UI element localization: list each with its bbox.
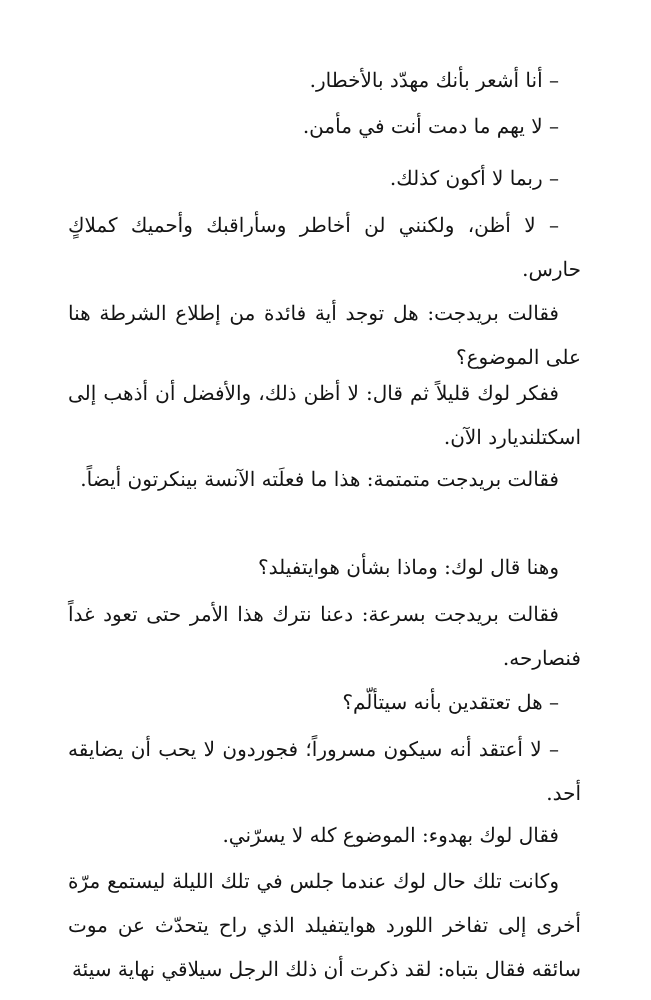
paragraph: ففكر لوك قليلاً ثم قال: لا أظن ذلك، والأفضل أن أذهب إلى اسكتلنديارد الآن.: [68, 381, 581, 449]
paragraph: فقالت بريدجت متمتمة: هذا ما فعلَته الآنسة بينكرتون أيضاً.: [80, 467, 559, 491]
paragraph: – ربما لا أكون كذلك.: [389, 166, 559, 190]
paragraph: وكانت تلك حال لوك عندما جلس في تلك الليلة ليستمع مرّة أخرى إلى تفاخر اللورد هوايتفيلد الذي راح يتحدّث عن موت سائقه فقال بتباه: لقد ذكرت أن ذلك الرجل سيلاقي نهاية سيئة: [68, 869, 581, 981]
paragraph: – لا أظن، ولكنني لن أخاطر وسأراقبك وأحميك كملاكٍ حارس.: [68, 213, 581, 281]
paragraph: – لا يهم ما دمت أنت في مأمن.: [302, 114, 559, 138]
paragraph: – أنا أشعر بأنك مهدّد بالأخطار.: [309, 68, 559, 92]
paragraph: فقال لوك بهدوء: الموضوع كله لا يسرّني.: [222, 823, 559, 847]
paragraph: – هل تعتقدين بأنه سيتألّم؟: [342, 690, 559, 714]
paragraph: وهنا قال لوك: وماذا بشأن هوايتفيلد؟: [258, 555, 559, 579]
paragraph: – لا أعتقد أنه سيكون مسروراً؛ فجوردون لا يحب أن يضايقه أحد.: [68, 737, 581, 805]
paragraph: فقالت بريدجت: هل توجد أية فائدة من إطلاع الشرطة هنا على الموضوع؟: [68, 301, 581, 369]
paragraph: فقالت بريدجت بسرعة: دعنا نترك هذا الأمر حتى تعود غداً فنصارحه.: [68, 602, 581, 670]
